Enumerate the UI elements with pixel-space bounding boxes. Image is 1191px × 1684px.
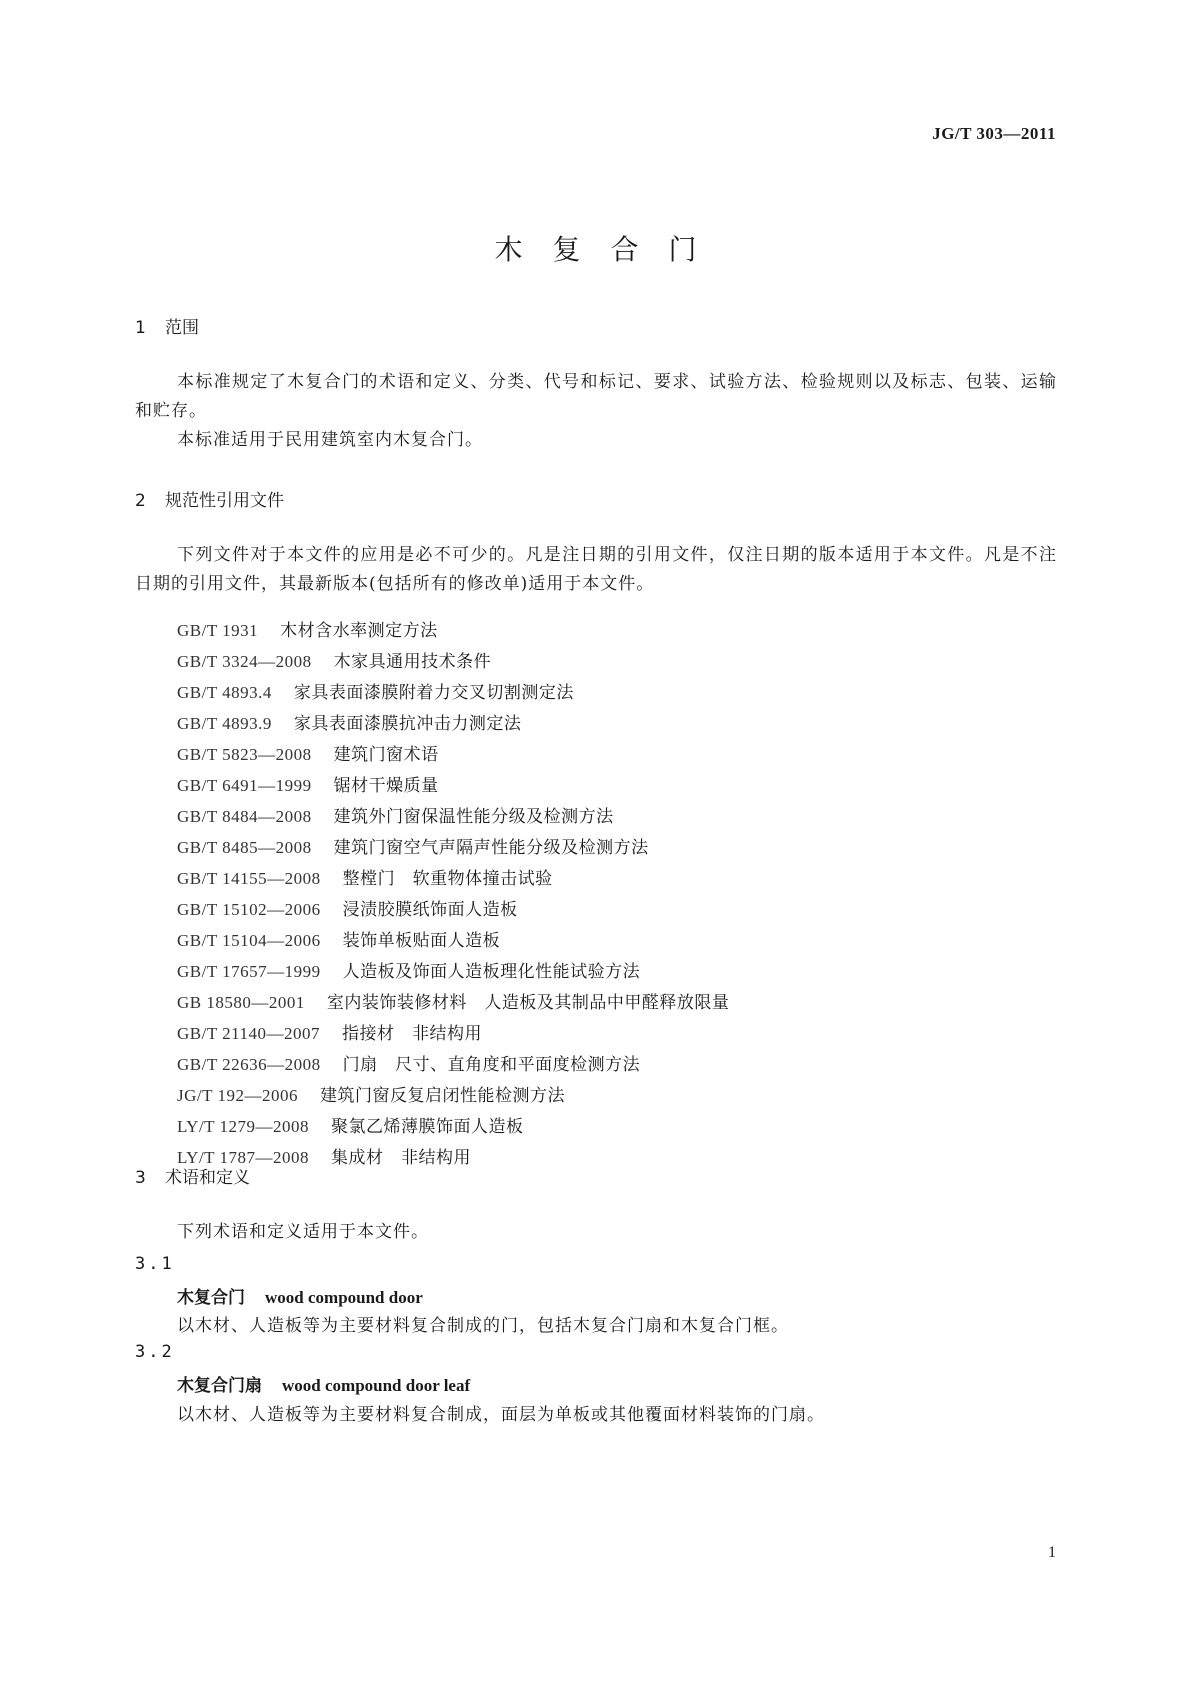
reference-code: GB/T 4893.9 bbox=[177, 714, 272, 733]
reference-title: 浸渍胶膜纸饰面人造板 bbox=[342, 900, 518, 920]
section-heading-normative-refs bbox=[135, 486, 284, 511]
reference-title: 门扇 尺寸、直角度和平面度检测方法 bbox=[342, 1055, 641, 1075]
term-english: wood compound door leaf bbox=[282, 1376, 471, 1395]
reference-code: GB/T 6491—1999 bbox=[177, 776, 312, 795]
reference-title: 装饰单板贴面人造板 bbox=[342, 931, 501, 951]
reference-title: 指接材 非结构用 bbox=[342, 1024, 483, 1044]
reference-code: JG/T 192—2006 bbox=[177, 1086, 298, 1105]
refs-intro-paragraph: 下列文件对于本文件的应用是必不可少的。凡是注日期的引用文件，仅注日期的版本适用于本文件。凡是不注日期的引用文件，其最新版本(包括所有的修改单)适用于本文件。 bbox=[135, 545, 1057, 594]
reference-code: GB/T 1931 bbox=[177, 621, 259, 640]
reference-code: GB/T 21140—2007 bbox=[177, 1024, 321, 1043]
scope-paragraph-2: 本标准适用于民用建筑室内木复合门。 bbox=[177, 430, 483, 450]
term-chinese: 木复合门扇 bbox=[177, 1376, 262, 1396]
term-number: 3.1 bbox=[135, 1254, 175, 1274]
reference-code: GB/T 8485—2008 bbox=[177, 838, 312, 857]
reference-item bbox=[177, 646, 729, 677]
reference-item bbox=[177, 739, 729, 770]
reference-title: 聚氯乙烯薄膜饰面人造板 bbox=[331, 1117, 524, 1137]
reference-code: GB/T 8484—2008 bbox=[177, 807, 312, 826]
page-number: 1 bbox=[1048, 1544, 1056, 1561]
reference-title: 建筑外门窗保温性能分级及检测方法 bbox=[333, 807, 614, 827]
term-definition: 以木材、人造板等为主要材料复合制成的门，包括木复合门扇和木复合门框。 bbox=[177, 1316, 789, 1336]
reference-code: GB/T 14155—2008 bbox=[177, 869, 321, 888]
reference-item bbox=[177, 894, 729, 925]
term-heading bbox=[177, 1283, 423, 1308]
reference-item bbox=[177, 1080, 729, 1111]
reference-title: 木材含水率测定方法 bbox=[280, 621, 438, 641]
reference-title: 家具表面漆膜附着力交叉切割测定法 bbox=[293, 683, 574, 703]
reference-title: 建筑门窗术语 bbox=[333, 745, 439, 765]
term-heading bbox=[177, 1371, 470, 1396]
reference-item bbox=[177, 1049, 729, 1080]
reference-code: GB/T 4893.4 bbox=[177, 683, 272, 702]
scope-paragraph-1: 本标准规定了木复合门的术语和定义、分类、代号和标记、要求、试验方法、检验规则以及标志、包装、运输和贮存。 bbox=[135, 372, 1057, 421]
standard-code: JG/T 303—2011 bbox=[932, 124, 1056, 143]
section-heading-scope bbox=[135, 313, 199, 338]
reference-title: 人造板及饰面人造板理化性能试验方法 bbox=[342, 962, 641, 982]
reference-item bbox=[177, 1111, 729, 1142]
reference-code: GB/T 5823—2008 bbox=[177, 745, 312, 764]
reference-item bbox=[177, 863, 729, 894]
reference-item bbox=[177, 801, 729, 832]
section-number: 3 bbox=[135, 1168, 146, 1188]
reference-code: LY/T 1279—2008 bbox=[177, 1117, 310, 1136]
section-number: 2 bbox=[135, 491, 146, 511]
section-title: 范围 bbox=[165, 318, 199, 338]
reference-title: 锯材干燥质量 bbox=[333, 776, 439, 796]
reference-title: 室内装饰装修材料 人造板及其制品中甲醛释放限量 bbox=[326, 993, 730, 1013]
section-number: 1 bbox=[135, 318, 146, 338]
terms-intro-paragraph: 下列术语和定义适用于本文件。 bbox=[177, 1222, 429, 1242]
reference-code: GB/T 3324—2008 bbox=[177, 652, 312, 671]
reference-title: 木家具通用技术条件 bbox=[333, 652, 492, 672]
reference-item bbox=[177, 1018, 729, 1049]
reference-item bbox=[177, 677, 729, 708]
reference-item bbox=[177, 708, 729, 739]
term-chinese: 木复合门 bbox=[177, 1288, 245, 1308]
reference-code: GB 18580—2001 bbox=[177, 993, 305, 1012]
reference-list bbox=[177, 615, 729, 1173]
section-title: 规范性引用文件 bbox=[165, 491, 284, 511]
reference-code: GB/T 22636—2008 bbox=[177, 1055, 321, 1074]
reference-item bbox=[177, 615, 729, 646]
section-title: 术语和定义 bbox=[165, 1168, 250, 1188]
reference-item bbox=[177, 770, 729, 801]
reference-item bbox=[177, 832, 729, 863]
reference-title: 建筑门窗空气声隔声性能分级及检测方法 bbox=[333, 838, 649, 858]
term-number: 3.2 bbox=[135, 1342, 175, 1362]
section-heading-terms bbox=[135, 1163, 250, 1188]
term-english: wood compound door bbox=[265, 1288, 423, 1307]
reference-title: 整樘门 软重物体撞击试验 bbox=[342, 869, 553, 889]
reference-item bbox=[177, 925, 729, 956]
reference-title: 建筑门窗反复启闭性能检测方法 bbox=[319, 1086, 565, 1106]
reference-code: GB/T 15102—2006 bbox=[177, 900, 321, 919]
reference-item bbox=[177, 956, 729, 987]
reference-code: LY/T 1787—2008 bbox=[177, 1148, 310, 1167]
reference-title: 集成材 非结构用 bbox=[331, 1148, 472, 1168]
reference-code: GB/T 17657—1999 bbox=[177, 962, 321, 981]
reference-item bbox=[177, 987, 729, 1018]
term-definition: 以木材、人造板等为主要材料复合制成，面层为单板或其他覆面材料装饰的门扇。 bbox=[177, 1405, 825, 1425]
reference-code: GB/T 15104—2006 bbox=[177, 931, 321, 950]
document-title: 木复合门 bbox=[494, 233, 727, 266]
reference-title: 家具表面漆膜抗冲击力测定法 bbox=[293, 714, 522, 734]
reference-item bbox=[177, 1142, 729, 1173]
